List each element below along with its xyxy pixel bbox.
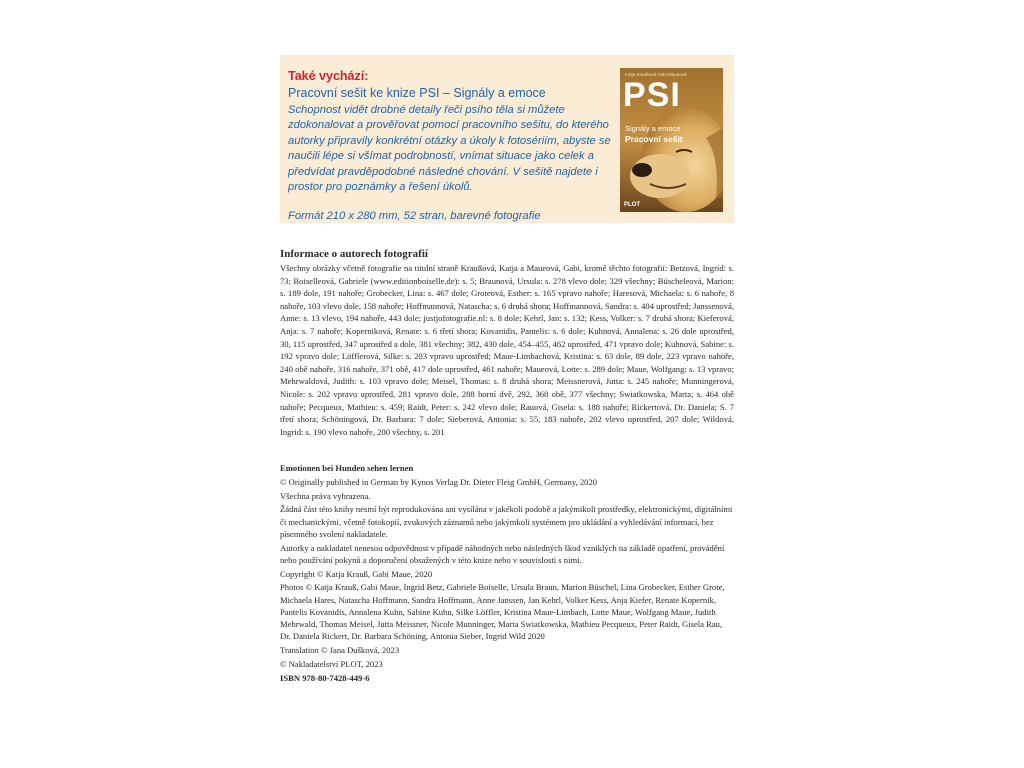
photo-authors-section (280, 247, 734, 438)
photo-authors-body: Všechny obrázky včetně fotografie na titulní straně Kraußová, Katja a Maueová, Gabi, kromě těchto fotografií: Betzová, Ingrid: s. 73; Boiselleová, Gabriele (www.editionboiselle.de): s. 5; Braunová, Ursula: s. 278 vlevo dole; 329 všechny; Büscheleová, Marion: s. 189 dole, 191 nahoře; Grobecker, Lina: s. 467 dole; Groteová, Esther: s. 165 vpravo nahoře; Haresová, Michaela: s. 6 nahoře, 8 nahoře, 103 vlevo dole, 158 nahoře; Hoffmannová, Natascha: s. 6 druhá shora; Hoffmannová, Sandra: s. 404 uprostřed; Janssenová, Anne: s. 13 vlevo, 194 nahoře, 443 dole; justjofotografie.nl: s. 8 dole; Kehrl, Jan: s. 132; Kess, Volker: s. 7 druhá shora; Kieferová, Anja: s. 7 nahoře; Koperniková, Renate: s. 6 třetí shora; Kovanidis, Pantelis: s. 6 dole; Kuhnová, Annalena: s. 26 dole uprostřed, 30, 115 uprostřed, 347 uprostřed a dole, 381 všechny; 382, 430 dole, 454–455, 462 uprostřed, 471 vpravo dole; Kuhnová, Sabine: s. 192 vpravo dole; Löfflerová, Silke: s. 203 vpravo uprostřed; Maue-Limbachová, Kristina: s. 63 dole, 89 dole, 223 vpravo nahoře, 240 obě nahoře, 316 nahoře, 371 obě, 417 dole uprostřed, 461 nahoře; Maueová, Lotte: s. 289 dole; Maue, Wolfgang: s. 13 vpravo; Mehrwaldová, Judith: s. 103 vpravo dole; Meisel, Thomas: s. 8 druhá shora; Meissnerová, Jutta: s. 245 nahoře; Munningerová, Nicole: s. 202 vpravo uprostřed, 281 vpravo dole, 288 horní dvě, 292, 368 obě, 377 všechny; Swiatkowska, Marta; s. 464 obě nahoře; Pecqueux, Mathieu: s. 459; Raidt, Peter: s. 242 vlevo dole; Rauová, Gisela: s. 188 nahoře; Rickertová, Dr. Daniela; S. 7 třetí shora; Schöningová, Dr. Barbara: 7 dole; Sieberová, Antonia: s. 55, 183 nahoře, 202 vlevo uprostřed, 207 dole; Wildová, Ingrid: s. 190 vlevo nahoře, 200 všechny, s. 201 (280, 263, 734, 437)
promo-book-title: Pracovní sešit ke knize PSI – Signály a emoce (288, 86, 546, 100)
photos-copyright: Photos © Katja Krauß, Gabi Maue, Ingrid Betz, Gabriele Boiselle, Ursula Braun, Marion Büschel, Lina Grobecker, Esther Grote, Michaela Hares, Natascha Hoffmann, Sandra Hoffmann, Anne Janssen, Jan Kehrl, Volker Kess, Anja Kiefer, Renate Kopernik, Pantelis Kovanidis, Annalena Kuhn, Sabine Kuhn, Silke Löffler, Kristina Maue-Limbach, Lotte Maue, Wolfgang Maue, Judith Mehrwald, Thomas Meisel, Jutta Meissner, Nicole Munninger, Marta Swiatkowska, Mathieu Pecqueux, Peter Raidt, Gisela Rau, Dr. Daniela Rickert, Dr. Barbara Schöning, Antonia Sieber, Ingrid Wild 2020 (280, 582, 725, 642)
book-cover-image (620, 68, 723, 212)
reproduction-notice: Žádná část této knihy nesmí být reprodukována ani vysílána v jakékoli podobě a jakýmikoli prostředky, elektronickými, digitálními či mechanickými, včetně fotokopií, zvukových záznamů nebo jakýmkoli systémem pro ukládání a vyhledávání informací, bez písemného svolení nakladatele. (280, 504, 733, 539)
publisher-logo: PLOT (624, 202, 640, 208)
original-title: Emotionen bei Hunden sehen lernen (280, 463, 414, 473)
original-publication: © Originally published in German by Kynos Verlag Dr. Dieter Fleig GmbH, Germany, 2020 (280, 476, 598, 487)
promo-text-block (288, 68, 612, 224)
cover-subtitle: Signály a emoce (625, 124, 681, 133)
cover-title: PSI (623, 76, 681, 114)
promo-format: Formát 210 x 280 mm, 52 stran, barevné fotografie (288, 210, 541, 223)
liability-notice: Autorky a nakladatel nenesou odpovědnost v případě náhodných nebo následných škod vzniklých na základě opatření, provádění nebo používání pokynů a doporučení obsažených v této knize nebo v souvislosti s nimi. (280, 542, 725, 565)
promo-heading: Také vychází: (288, 69, 369, 83)
cover-workbook-label: Pracovní sešit (625, 134, 683, 144)
publisher-copyright: © Nakladatelství PLOT, 2023 (280, 658, 383, 669)
isbn: ISBN 978-80-7428-449-6 (280, 672, 370, 683)
cover-authors: Katja Kraußová Gabi Maueová (625, 72, 687, 77)
promo-description: Schopnost vidět drobné detaily řeči psího těla si můžete zdokonalovat a prověřovat pomocí pracovního sešitu, do kterého autorky připravily konkrétní otázky a úkoly k fotosériím, abyste se naučili lépe si všímat podrobností, vnímat situace jako celek a předvídat pravděpodobné následné chování. V sešitě najdete i prostor pro poznámky a řešení úkolů. (288, 104, 611, 194)
photo-authors-heading: Informace o autorech fotografií (280, 248, 428, 260)
translation-credit: Translation © Jana Dušková, 2023 (280, 645, 400, 655)
copyright-line: Copyright © Katja Krauß, Gabi Maue, 2020 (280, 568, 433, 579)
imprint-section (280, 462, 734, 685)
promo-box (280, 55, 734, 223)
rights-reserved: Všechna práva vyhrazena. (280, 490, 371, 501)
